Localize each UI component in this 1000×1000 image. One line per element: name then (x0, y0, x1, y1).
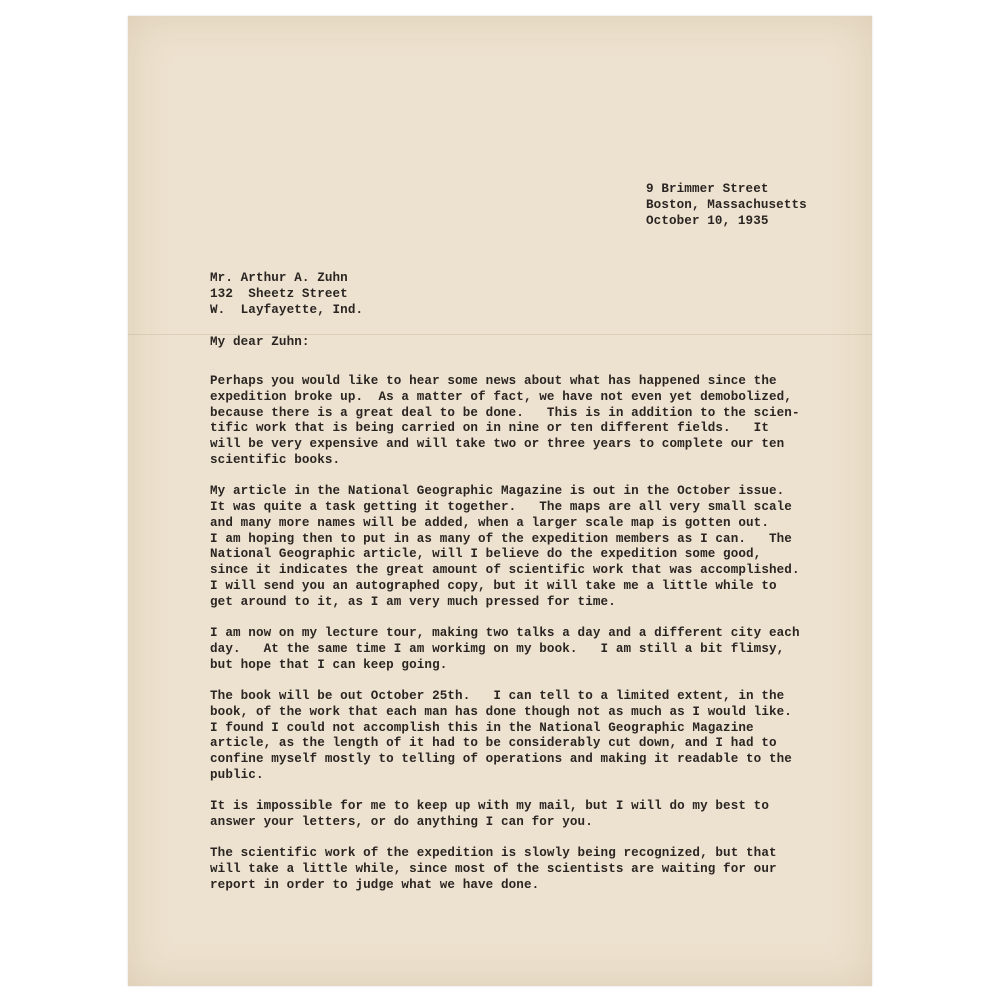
body-line: because there is a great deal to be done. This is in addition to the scien- (210, 405, 800, 420)
body-line: will take a little while, since most of the scientists are waiting for our (210, 862, 777, 877)
body-line: It is impossible for me to keep up with my mail, but I will do my best to (210, 799, 769, 814)
paragraph-2 (210, 484, 860, 610)
body-line: scientific books. (210, 452, 341, 467)
body-line: confine myself mostly to telling of operations and making it readable to the (210, 752, 792, 767)
body-line: I am hoping then to put in as many of the expedition members as I can. The (210, 531, 792, 546)
body-line: since it indicates the great amount of scientific work that was accomplished. (210, 563, 800, 578)
body-line: answer your letters, or do anything I can for you. (210, 815, 593, 830)
body-line: day. At the same time I am workimg on my book. I am still a bit flimsy, (210, 641, 785, 656)
body-line: It was quite a task getting it together. The maps are all very small scale (210, 500, 792, 515)
paragraph-1 (210, 374, 860, 469)
body-line: National Geographic article, will I believe do the expedition some good, (210, 547, 762, 562)
sender-address (646, 182, 807, 229)
recipient-address (210, 271, 363, 318)
sender-city: Boston, Massachusetts (646, 197, 807, 212)
letter-body (210, 374, 860, 909)
recipient-street: 132 Sheetz Street (210, 286, 348, 301)
body-line: get around to it, as I am very much pressed for time. (210, 594, 616, 609)
body-line: The scientific work of the expedition is slowly being recognized, but that (210, 846, 777, 861)
body-line: I found I could not accomplish this in the National Geographic Magazine (210, 720, 754, 735)
body-line: I am now on my lecture tour, making two talks a day and a different city each (210, 626, 800, 641)
paragraph-3 (210, 626, 860, 673)
letter-page (128, 16, 872, 986)
salutation: My dear Zuhn: (210, 335, 310, 349)
paragraph-6 (210, 846, 860, 893)
body-line: My article in the National Geographic Magazine is out in the October issue. (210, 484, 785, 499)
sender-street: 9 Brimmer Street (646, 182, 769, 196)
body-line: tific work that is being carried on in nine or ten different fields. It (210, 421, 769, 436)
paragraph-5 (210, 799, 860, 831)
body-line: I will send you an autographed copy, but it will take me a little while to (210, 579, 777, 594)
body-line: book, of the work that each man has done though not as much as I would like. (210, 704, 792, 719)
body-line: report in order to judge what we have done. (210, 878, 540, 893)
body-line: The book will be out October 25th. I can tell to a limited extent, in the (210, 689, 785, 704)
recipient-city: W. Layfayette, Ind. (210, 302, 364, 317)
paragraph-4 (210, 689, 860, 784)
body-line: public. (210, 768, 264, 783)
body-line: expedition broke up. As a matter of fact, we have not even yet demobolized, (210, 389, 792, 404)
body-line: Perhaps you would like to hear some news about what has happened since the (210, 374, 777, 388)
letter-date: October 10, 1935 (646, 213, 769, 228)
body-line: and many more names will be added, when a larger scale map is gotten out. (210, 515, 769, 530)
body-line: but hope that I can keep going. (210, 657, 448, 672)
body-line: article, as the length of it had to be considerably cut down, and I had to (210, 736, 777, 751)
recipient-name: Mr. Arthur A. Zuhn (210, 271, 348, 285)
body-line: will be very expensive and will take two or three years to complete our ten (210, 437, 785, 452)
